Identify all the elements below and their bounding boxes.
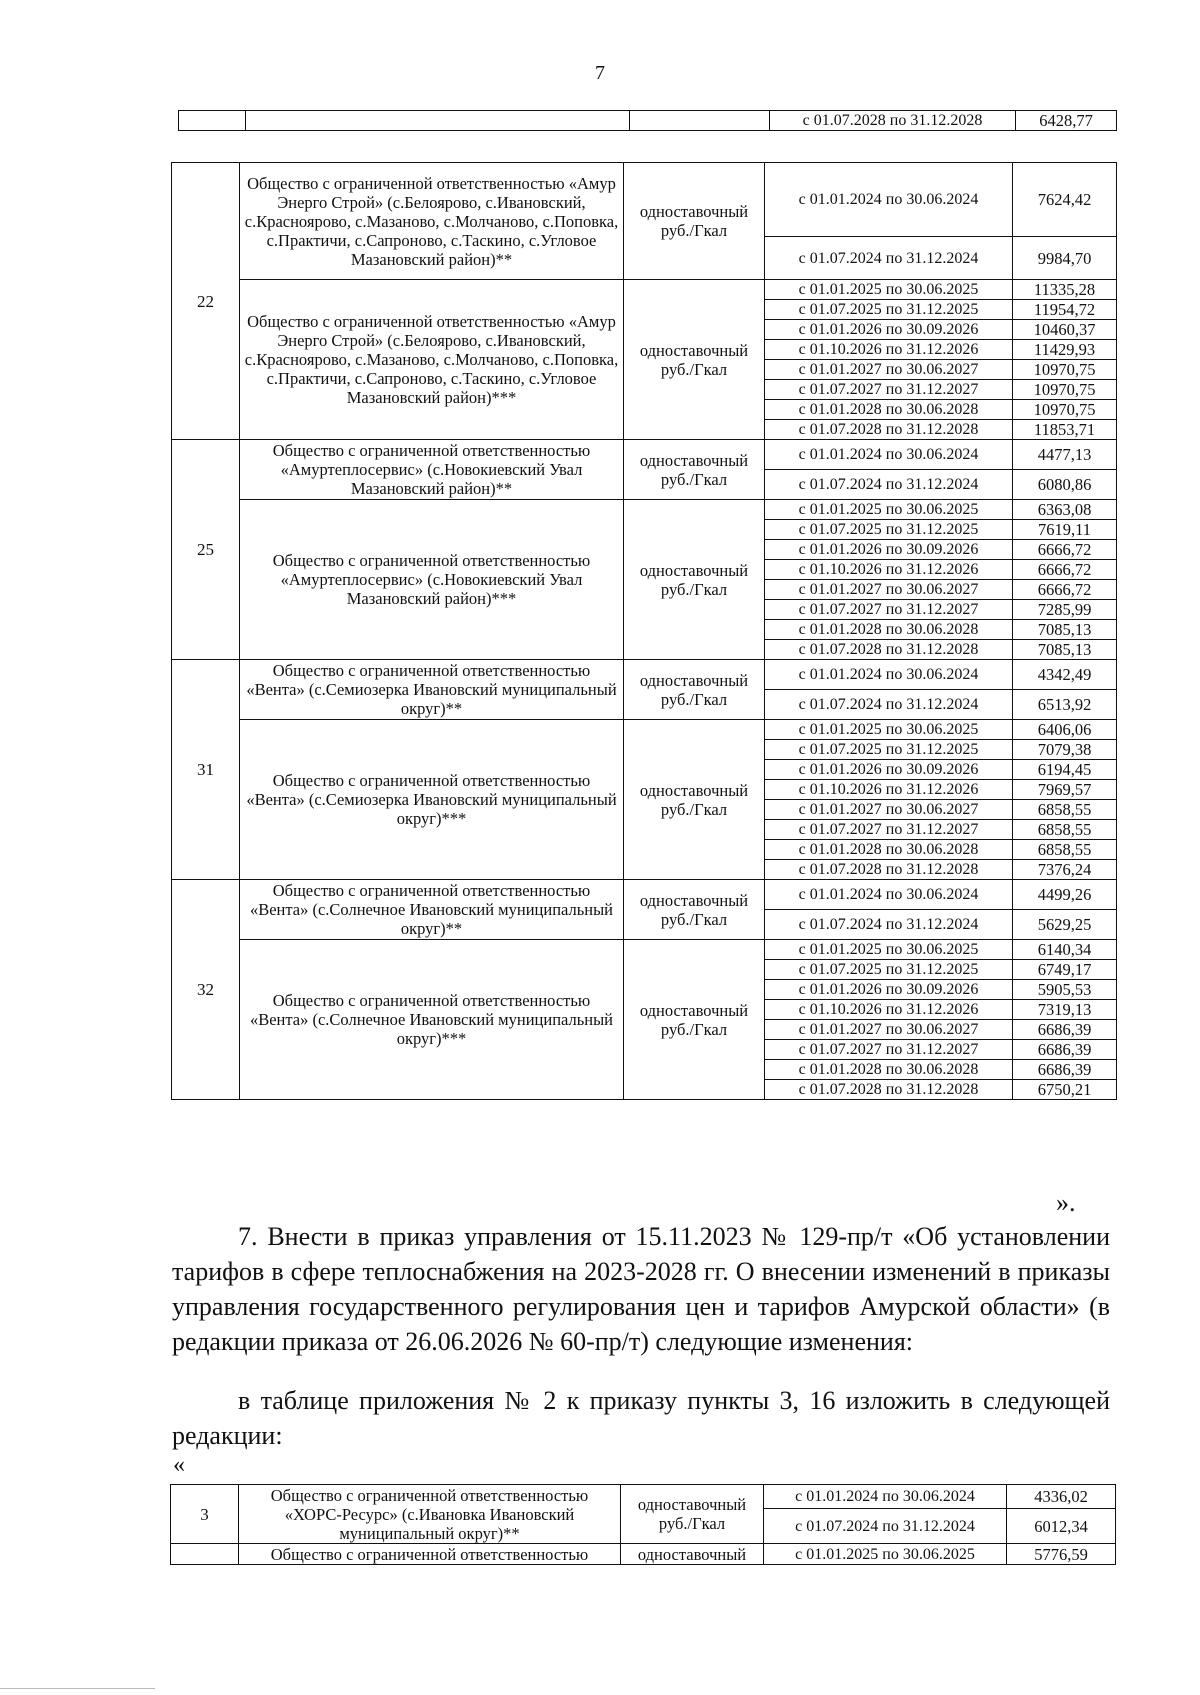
tariff-table-body — [172, 163, 1117, 1100]
value-cell: 6666,72 — [1013, 580, 1117, 600]
period-cell: с 01.10.2026 по 31.12.2026 — [765, 340, 1013, 360]
value-cell: 7079,38 — [1013, 740, 1117, 760]
tariff-type-cell: одноставочный руб./Гкал — [624, 280, 765, 440]
value-cell: 11335,28 — [1013, 280, 1117, 300]
table-row — [172, 720, 1117, 740]
opening-quote: « — [173, 1452, 185, 1478]
value-cell: 6428,77 — [1016, 111, 1117, 131]
period-cell: с 01.01.2027 по 30.06.2027 — [765, 360, 1013, 380]
period-cell: с 01.07.2025 по 31.12.2025 — [765, 740, 1013, 760]
value-cell: 7285,99 — [1013, 600, 1117, 620]
period-cell: с 01.01.2025 по 30.06.2025 — [765, 500, 1013, 520]
organization-cell: Общество с ограниченной ответственностью «Вента» (с.Семиозерка Ивановский муниципальный округ)*** — [240, 720, 624, 880]
organization-cell: Общество с ограниченной ответственностью «Амур Энерго Строй» (с.Белоярово, с.Ивановский, с.Красноярово, с.Мазаново, с.Молчаново, с.Поповка, с.Практичи, с.Сапроново, с.Таскино, с.Угловое Мазановский район)*** — [240, 280, 624, 440]
table-row — [172, 500, 1117, 520]
value-cell: 6140,34 — [1013, 940, 1117, 960]
value-cell: 6080,86 — [1013, 470, 1117, 500]
period-cell: с 01.01.2028 по 30.06.2028 — [765, 840, 1013, 860]
period-cell: с 01.07.2028 по 31.12.2028 — [765, 640, 1013, 660]
period-cell: с 01.01.2026 по 30.09.2026 — [765, 320, 1013, 340]
period-cell: с 01.01.2025 по 30.06.2025 — [765, 280, 1013, 300]
period-cell: с 01.01.2025 по 30.06.2025 — [764, 1544, 1007, 1565]
period-cell: с 01.07.2025 по 31.12.2025 — [765, 520, 1013, 540]
table-row — [172, 660, 1117, 690]
organization-cell: Общество с ограниченной ответственностью «Амуртеплосервис» (с.Новокиевский Увал Мазановский район)** — [240, 440, 624, 500]
value-cell: 7624,42 — [1013, 163, 1117, 237]
value-cell: 6012,34 — [1007, 1509, 1116, 1544]
table-row — [172, 880, 1117, 910]
new-edition-table — [170, 1484, 1116, 1565]
value-cell: 10970,75 — [1013, 400, 1117, 420]
table-row — [172, 940, 1117, 960]
period-cell: с 01.01.2024 по 30.06.2024 — [764, 1485, 1007, 1509]
period-cell: с 01.07.2028 по 31.12.2028 — [765, 420, 1013, 440]
tariff-type-cell: одноставочный руб./Гкал — [624, 880, 765, 940]
value-cell: 11954,72 — [1013, 300, 1117, 320]
table-row — [172, 280, 1117, 300]
page-number: 7 — [595, 62, 605, 84]
period-cell: с 01.07.2025 по 31.12.2025 — [765, 300, 1013, 320]
organization-cell: Общество с ограниченной ответственностью «Вента» (с.Солнечное Ивановский муниципальный округ)** — [240, 880, 624, 940]
value-cell: 7085,13 — [1013, 640, 1117, 660]
tariff-type-cell — [630, 111, 770, 131]
value-cell: 7969,57 — [1013, 780, 1117, 800]
period-cell: с 01.01.2027 по 30.06.2027 — [765, 800, 1013, 820]
value-cell: 6194,45 — [1013, 760, 1117, 780]
period-cell: с 01.07.2024 по 31.12.2024 — [765, 690, 1013, 720]
period-cell: с 01.01.2028 по 30.06.2028 — [765, 400, 1013, 420]
value-cell: 6666,72 — [1013, 560, 1117, 580]
value-cell: 5629,25 — [1013, 910, 1117, 940]
value-cell: 6858,55 — [1013, 840, 1117, 860]
value-cell: 4499,26 — [1013, 880, 1117, 910]
paragraph-table-change-text: в таблице приложения № 2 к приказу пункты 3, 16 изложить в следующей редакции: — [172, 1386, 1110, 1450]
value-cell: 6666,72 — [1013, 540, 1117, 560]
organization-cell: Общество с ограниченной ответственностью — [239, 1544, 621, 1565]
number-cell: 32 — [172, 880, 240, 1100]
table-row — [171, 1485, 1116, 1509]
value-cell: 6363,08 — [1013, 500, 1117, 520]
period-cell: с 01.01.2024 по 30.06.2024 — [765, 660, 1013, 690]
period-cell: с 01.01.2026 по 30.09.2026 — [765, 540, 1013, 560]
period-cell: с 01.07.2027 по 31.12.2027 — [765, 600, 1013, 620]
period-cell: с 01.01.2024 по 30.06.2024 — [765, 440, 1013, 470]
organization-cell: Общество с ограниченной ответственностью «Амуртеплосервис» (с.Новокиевский Увал Мазановский район)*** — [240, 500, 624, 660]
tariff-type-cell: одноставочный руб./Гкал — [624, 500, 765, 660]
tariff-type-cell: одноставочный руб./Гкал — [621, 1485, 764, 1544]
value-cell: 6749,17 — [1013, 960, 1117, 980]
value-cell: 11853,71 — [1013, 420, 1117, 440]
tariff-type-cell: одноставочный руб./Гкал — [624, 163, 765, 280]
period-cell: с 01.10.2026 по 31.12.2026 — [765, 560, 1013, 580]
continued-table-fragment — [178, 110, 1117, 131]
closing-quote: ». — [1056, 1188, 1076, 1217]
number-cell: 31 — [172, 660, 240, 880]
number-cell: 22 — [172, 163, 240, 440]
tariff-type-cell: одноставочный руб./Гкал — [624, 660, 765, 720]
period-cell: с 01.01.2025 по 30.06.2025 — [765, 720, 1013, 740]
value-cell: 10970,75 — [1013, 380, 1117, 400]
value-cell: 4477,13 — [1013, 440, 1117, 470]
period-cell: с 01.07.2024 по 31.12.2024 — [765, 910, 1013, 940]
period-cell: с 01.07.2024 по 31.12.2024 — [765, 470, 1013, 500]
period-cell: с 01.07.2027 по 31.12.2027 — [765, 1040, 1013, 1060]
value-cell: 9984,70 — [1013, 237, 1117, 280]
value-cell: 7619,11 — [1013, 520, 1117, 540]
tariff-type-cell: одноставочный руб./Гкал — [624, 720, 765, 880]
period-cell: с 01.07.2025 по 31.12.2025 — [765, 960, 1013, 980]
value-cell: 6686,39 — [1013, 1020, 1117, 1040]
value-cell: 6406,06 — [1013, 720, 1117, 740]
organization-cell: Общество с ограниченной ответственностью «Амур Энерго Строй» (с.Белоярово, с.Ивановский, с.Красноярово, с.Мазаново, с.Молчаново, с.Поповка, с.Практичи, с.Сапроново, с.Таскино, с.Угловое Мазановский район)** — [240, 163, 624, 280]
organization-cell: Общество с ограниченной ответственностью «Вента» (с.Семиозерка Ивановский муниципальный округ)** — [240, 660, 624, 720]
value-cell: 5776,59 — [1007, 1544, 1116, 1565]
tariff-type-cell: одноставочный — [621, 1544, 764, 1565]
value-cell: 6750,21 — [1013, 1080, 1117, 1100]
paragraph-item-7 — [172, 1219, 1110, 1359]
number-cell: 25 — [172, 440, 240, 660]
period-cell: с 01.07.2027 по 31.12.2027 — [765, 380, 1013, 400]
value-cell: 6858,55 — [1013, 800, 1117, 820]
value-cell: 10970,75 — [1013, 360, 1117, 380]
organization-cell: Общество с ограниченной ответственностью «Вента» (с.Солнечное Ивановский муниципальный округ)*** — [240, 940, 624, 1100]
period-cell: с 01.01.2025 по 30.06.2025 — [765, 940, 1013, 960]
paragraph-item-7-text: 7. Внести в приказ управления от 15.11.2023 № 129-пр/т «Об установлении тарифов в сфере теплоснабжения на 2023-2028 гг. О внесении изменений в приказы управления государственного регулирования цен и тарифов Амурской области» (в редакции приказа от 26.06.2026 № 60-пр/т) следующие изменения: — [172, 1222, 1110, 1356]
value-cell: 6686,39 — [1013, 1040, 1117, 1060]
paragraph-table-change — [172, 1383, 1110, 1453]
value-cell: 7376,24 — [1013, 860, 1117, 880]
period-cell: с 01.07.2024 по 31.12.2024 — [765, 237, 1013, 280]
table-row — [172, 163, 1117, 237]
value-cell: 5905,53 — [1013, 980, 1117, 1000]
organization-cell: Общество с ограниченной ответственностью «ХОРС-Ресурс» (с.Ивановка Ивановский муниципальный округ)** — [239, 1485, 621, 1544]
period-cell: с 01.07.2028 по 31.12.2028 — [770, 111, 1016, 131]
value-cell: 4342,49 — [1013, 660, 1117, 690]
period-cell: с 01.10.2026 по 31.12.2026 — [765, 1000, 1013, 1020]
value-cell: 6513,92 — [1013, 690, 1117, 720]
number-cell: 3 — [171, 1485, 239, 1544]
value-cell: 10460,37 — [1013, 320, 1117, 340]
value-cell: 6686,39 — [1013, 1060, 1117, 1080]
period-cell: с 01.01.2026 по 30.09.2026 — [765, 760, 1013, 780]
value-cell: 6858,55 — [1013, 820, 1117, 840]
organization-cell — [246, 111, 630, 131]
table-row — [171, 1544, 1116, 1565]
table-row — [172, 440, 1117, 470]
value-cell: 7319,13 — [1013, 1000, 1117, 1020]
tariff-type-cell: одноставочный руб./Гкал — [624, 940, 765, 1100]
value-cell: 4336,02 — [1007, 1485, 1116, 1509]
tariff-table — [171, 162, 1117, 1100]
period-cell: с 01.07.2028 по 31.12.2028 — [765, 1080, 1013, 1100]
period-cell: с 01.01.2024 по 30.06.2024 — [765, 163, 1013, 237]
period-cell: с 01.01.2027 по 30.06.2027 — [765, 580, 1013, 600]
value-cell: 7085,13 — [1013, 620, 1117, 640]
period-cell: с 01.10.2026 по 31.12.2026 — [765, 780, 1013, 800]
period-cell: с 01.07.2024 по 31.12.2024 — [764, 1509, 1007, 1544]
tariff-type-cell: одноставочный руб./Гкал — [624, 440, 765, 500]
table-row — [179, 111, 1117, 131]
period-cell: с 01.01.2026 по 30.09.2026 — [765, 980, 1013, 1000]
period-cell: с 01.01.2027 по 30.06.2027 — [765, 1020, 1013, 1040]
period-cell: с 01.01.2028 по 30.06.2028 — [765, 1060, 1013, 1080]
number-cell — [179, 111, 246, 131]
period-cell: с 01.07.2027 по 31.12.2027 — [765, 820, 1013, 840]
footer-divider — [0, 1688, 155, 1689]
number-cell — [171, 1544, 239, 1565]
period-cell: с 01.01.2028 по 30.06.2028 — [765, 620, 1013, 640]
period-cell: с 01.01.2024 по 30.06.2024 — [765, 880, 1013, 910]
period-cell: с 01.07.2028 по 31.12.2028 — [765, 860, 1013, 880]
value-cell: 11429,93 — [1013, 340, 1117, 360]
